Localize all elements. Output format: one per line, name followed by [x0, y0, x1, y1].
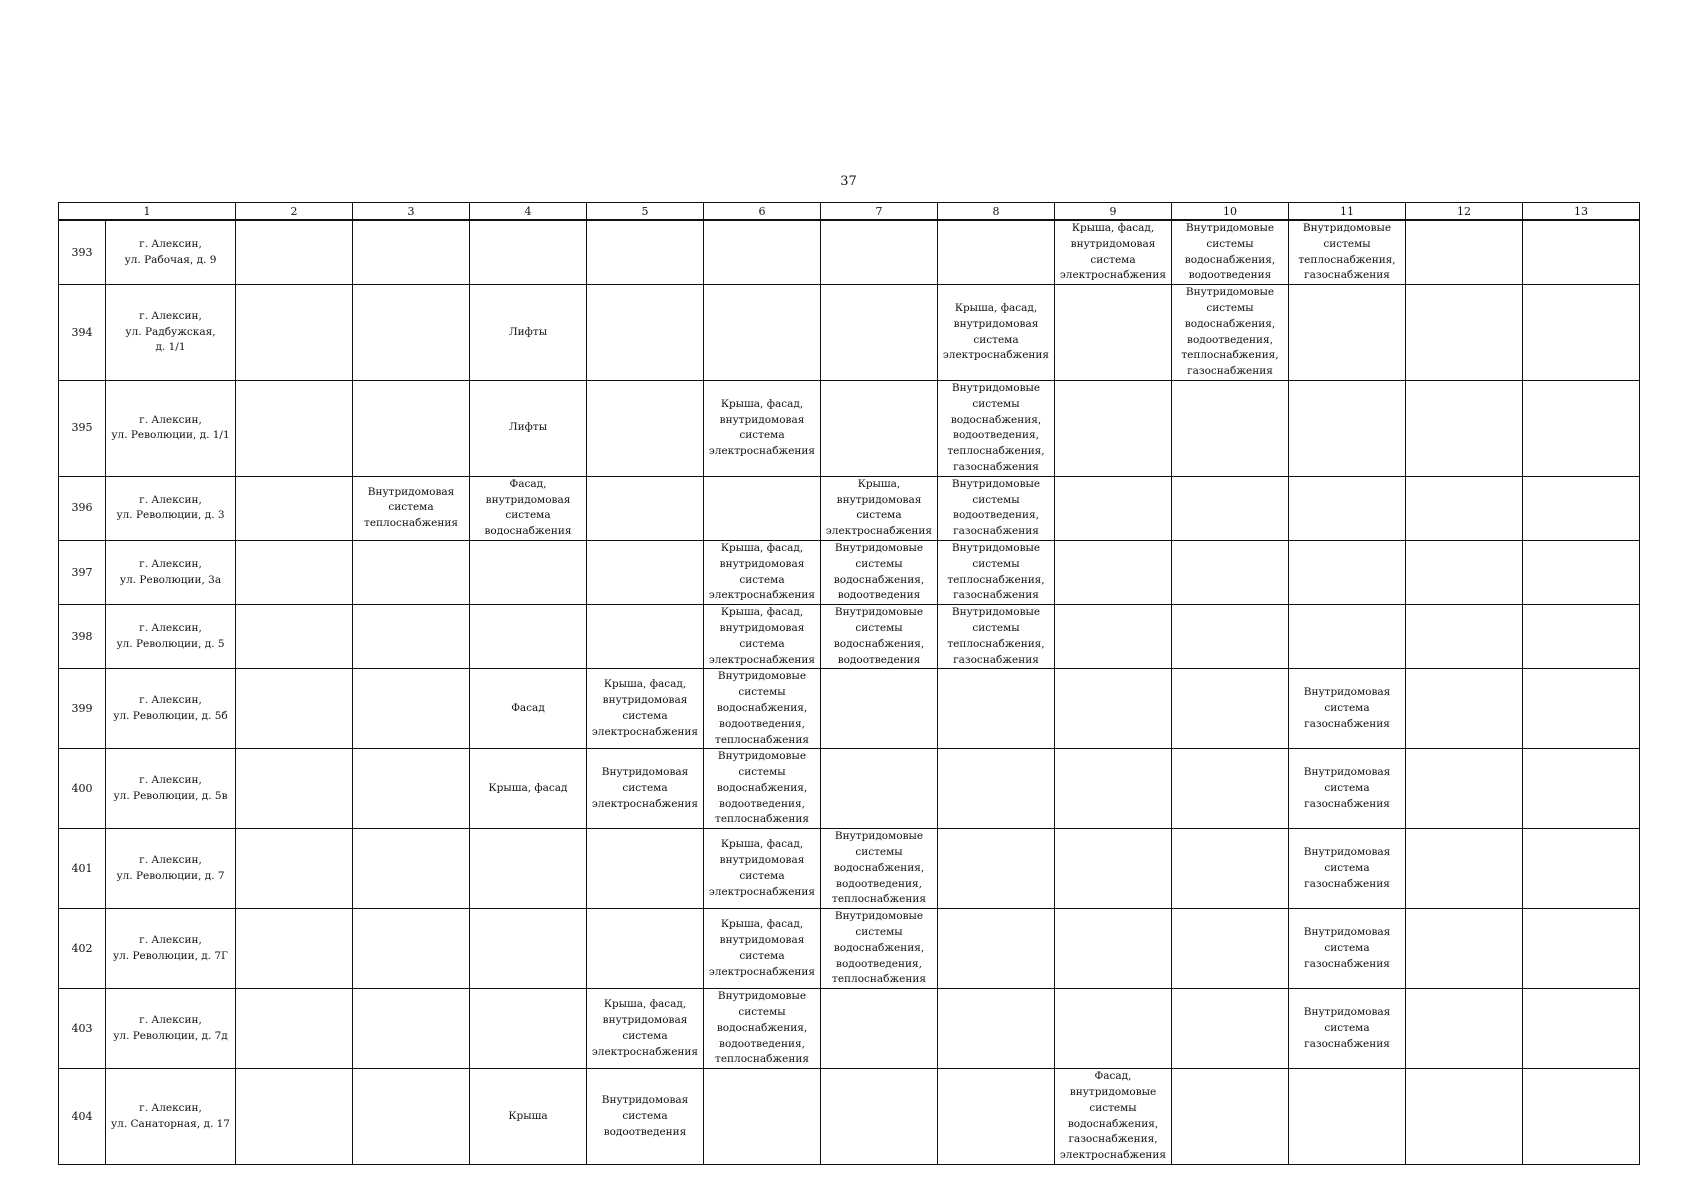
work-cell-5 — [587, 749, 704, 829]
work-cell-2 — [236, 749, 353, 829]
header-row — [59, 203, 1640, 221]
work-cell-7 — [821, 909, 938, 989]
work-text: Внутридомовая система газоснабжения — [1303, 686, 1391, 730]
column-header: 12 — [1406, 203, 1523, 221]
work-cell-7 — [821, 220, 938, 285]
row-number: 397 — [71, 565, 93, 579]
work-cell-10 — [1172, 605, 1289, 669]
work-cell-5 — [587, 605, 704, 669]
work-cell-12 — [1406, 909, 1523, 989]
address-cell — [106, 540, 236, 604]
work-cell-3 — [353, 476, 470, 540]
work-cell-4 — [470, 285, 587, 381]
work-cell-11 — [1289, 829, 1406, 909]
row-number-cell — [59, 829, 106, 909]
column-header: 1 — [59, 203, 236, 221]
column-header: 2 — [236, 203, 353, 221]
work-cell-2 — [236, 909, 353, 989]
work-cell-3 — [353, 1069, 470, 1165]
column-header: 7 — [821, 203, 938, 221]
work-cell-12 — [1406, 285, 1523, 381]
row-number: 394 — [71, 325, 93, 339]
work-cell-10 — [1172, 989, 1289, 1069]
work-cell-7 — [821, 380, 938, 476]
work-text: Фасад, внутридомовые системы водоснабжения, газоснабжения, электроснабжения — [1059, 1070, 1167, 1162]
work-cell-12 — [1406, 669, 1523, 749]
work-cell-12 — [1406, 989, 1523, 1069]
address-text: г. Алексин, ул. Революции, д. 5б — [113, 694, 228, 722]
row-number-cell — [59, 749, 106, 829]
work-cell-10 — [1172, 220, 1289, 285]
work-text: Внутридомовые системы водоснабжения, водоотведения — [833, 541, 925, 602]
row-number: 396 — [71, 501, 93, 515]
work-cell-9 — [1055, 829, 1172, 909]
address-text: г. Алексин, ул. Революции, д. 3 — [116, 493, 225, 522]
work-cell-4 — [470, 220, 587, 285]
table-row — [59, 220, 1640, 285]
work-cell-4 — [470, 989, 587, 1069]
work-cell-12 — [1406, 220, 1523, 285]
work-cell-2 — [236, 220, 353, 285]
work-cell-13 — [1523, 605, 1640, 669]
work-cell-9 — [1055, 669, 1172, 749]
column-header: 9 — [1055, 203, 1172, 221]
address-cell — [106, 1069, 236, 1165]
work-cell-4 — [470, 476, 587, 540]
row-number-cell — [59, 476, 106, 540]
work-cell-8 — [938, 749, 1055, 829]
row-number: 400 — [71, 781, 93, 795]
work-cell-8 — [938, 909, 1055, 989]
work-text: Внутридомовые системы водоснабжения, водоотведения — [833, 606, 925, 666]
work-text: Внутридомовая система водоотведения — [601, 1093, 689, 1138]
row-number-cell — [59, 1069, 106, 1165]
work-cell-4 — [470, 380, 587, 476]
work-cell-11 — [1289, 669, 1406, 749]
address-text: г. Алексин, ул. Рабочая, д. 9 — [124, 237, 217, 266]
work-cell-9 — [1055, 220, 1172, 285]
work-cell-4 — [470, 1069, 587, 1165]
work-cell-9 — [1055, 285, 1172, 381]
work-text: Внутридомовая система теплоснабжения — [364, 485, 458, 530]
address-cell — [106, 669, 236, 749]
address-text: г. Алексин, ул. Революции, д. 7 — [116, 853, 225, 882]
row-number-cell — [59, 669, 106, 749]
work-cell-5 — [587, 1069, 704, 1165]
work-text: Внутридомовые системы водоснабжения, водоотведения, теплоснабжения — [715, 750, 809, 826]
work-cell-11 — [1289, 476, 1406, 540]
work-text: Крыша, фасад, внутридомовая система электроснабжения — [942, 301, 1050, 362]
work-text: Внутридомовые системы теплоснабжения, газоснабжения — [947, 541, 1045, 602]
work-text: Крыша, фасад, внутридомовая система электроснабжения — [708, 397, 816, 458]
work-cell-4 — [470, 605, 587, 669]
work-cell-8 — [938, 285, 1055, 381]
work-cell-12 — [1406, 1069, 1523, 1165]
address-cell — [106, 989, 236, 1069]
work-cell-6 — [704, 285, 821, 381]
work-cell-8 — [938, 476, 1055, 540]
work-cell-13 — [1523, 220, 1640, 285]
work-cell-9 — [1055, 749, 1172, 829]
work-cell-5 — [587, 669, 704, 749]
work-cell-8 — [938, 220, 1055, 285]
table-row — [59, 749, 1640, 829]
work-cell-3 — [353, 909, 470, 989]
work-cell-13 — [1523, 749, 1640, 829]
table-row — [59, 1069, 1640, 1165]
work-cell-13 — [1523, 476, 1640, 540]
work-cell-2 — [236, 476, 353, 540]
work-cell-7 — [821, 989, 938, 1069]
work-cell-3 — [353, 220, 470, 285]
work-cell-9 — [1055, 1069, 1172, 1165]
work-cell-11 — [1289, 285, 1406, 381]
work-cell-6 — [704, 669, 821, 749]
work-text: Внутридомовая система газоснабжения — [1303, 846, 1391, 890]
work-cell-10 — [1172, 540, 1289, 604]
work-cell-13 — [1523, 989, 1640, 1069]
column-header: 3 — [353, 203, 470, 221]
work-cell-12 — [1406, 476, 1523, 540]
work-text: Лифты — [508, 421, 548, 434]
work-text: Внутридомовые системы теплоснабжения, газоснабжения — [947, 606, 1045, 666]
work-cell-5 — [587, 540, 704, 604]
work-cell-5 — [587, 380, 704, 476]
work-cell-6 — [704, 220, 821, 285]
work-cell-5 — [587, 989, 704, 1069]
row-number: 398 — [71, 629, 93, 643]
work-cell-8 — [938, 540, 1055, 604]
work-text: Крыша, фасад, внутридомовая система электроснабжения — [708, 838, 816, 898]
work-cell-6 — [704, 476, 821, 540]
work-cell-6 — [704, 989, 821, 1069]
work-text: Крыша, фасад, внутридомовая система электроснабжения — [708, 606, 816, 666]
work-cell-11 — [1289, 540, 1406, 604]
work-cell-8 — [938, 1069, 1055, 1165]
address-cell — [106, 749, 236, 829]
table-row — [59, 285, 1640, 381]
work-cell-4 — [470, 909, 587, 989]
row-number: 404 — [71, 1109, 93, 1123]
row-number-cell — [59, 380, 106, 476]
work-text: Внутридомовая система электроснабжения — [591, 766, 699, 810]
work-cell-6 — [704, 829, 821, 909]
work-cell-12 — [1406, 380, 1523, 476]
work-cell-12 — [1406, 605, 1523, 669]
work-cell-7 — [821, 476, 938, 540]
work-cell-5 — [587, 476, 704, 540]
work-text: Внутридомовые системы водоснабжения, водоотведения, теплоснабжения, газоснабжения — [947, 381, 1045, 473]
work-cell-13 — [1523, 285, 1640, 381]
work-cell-4 — [470, 669, 587, 749]
work-cell-9 — [1055, 476, 1172, 540]
column-header: 13 — [1523, 203, 1640, 221]
work-text: Внутридомовые системы водоснабжения, водоотведения — [1184, 222, 1276, 282]
work-cell-7 — [821, 1069, 938, 1165]
address-cell — [106, 220, 236, 285]
column-header: 8 — [938, 203, 1055, 221]
work-cell-5 — [587, 909, 704, 989]
table-row — [59, 476, 1640, 540]
work-cell-2 — [236, 605, 353, 669]
work-text: Внутридомовые системы теплоснабжения, газоснабжения — [1298, 222, 1396, 282]
work-cell-12 — [1406, 829, 1523, 909]
row-number-cell — [59, 989, 106, 1069]
work-cell-10 — [1172, 749, 1289, 829]
work-cell-2 — [236, 1069, 353, 1165]
work-cell-10 — [1172, 476, 1289, 540]
work-text: Крыша, фасад, внутридомовая система электроснабжения — [1059, 222, 1167, 282]
work-cell-11 — [1289, 1069, 1406, 1165]
work-cell-11 — [1289, 220, 1406, 285]
work-text: Крыша, внутридомовая система электроснабжения — [825, 477, 933, 538]
work-cell-13 — [1523, 909, 1640, 989]
work-cell-10 — [1172, 1069, 1289, 1165]
work-text: Фасад — [511, 701, 545, 714]
work-cell-6 — [704, 605, 821, 669]
table-row — [59, 540, 1640, 604]
address-text: г. Алексин, ул. Революции, д. 5 — [116, 621, 225, 650]
work-cell-13 — [1523, 829, 1640, 909]
work-cell-11 — [1289, 909, 1406, 989]
row-number-cell — [59, 285, 106, 381]
address-cell — [106, 285, 236, 381]
work-cell-10 — [1172, 285, 1289, 381]
work-text: Внутридомовые системы водоснабжения, водоотведения, теплоснабжения, газоснабжения — [1181, 286, 1279, 378]
work-cell-7 — [821, 669, 938, 749]
work-text: Внутридомовые системы водоснабжения, водоотведения, теплоснабжения — [715, 670, 809, 746]
work-cell-8 — [938, 989, 1055, 1069]
row-number: 403 — [71, 1021, 93, 1035]
work-cell-5 — [587, 220, 704, 285]
repair-schedule-table — [58, 202, 1640, 1165]
work-cell-10 — [1172, 380, 1289, 476]
work-cell-8 — [938, 380, 1055, 476]
column-header: 5 — [587, 203, 704, 221]
work-cell-12 — [1406, 749, 1523, 829]
work-cell-10 — [1172, 829, 1289, 909]
column-header: 10 — [1172, 203, 1289, 221]
work-cell-3 — [353, 380, 470, 476]
row-number-cell — [59, 540, 106, 604]
work-cell-3 — [353, 749, 470, 829]
work-cell-4 — [470, 829, 587, 909]
work-cell-2 — [236, 540, 353, 604]
work-text: Крыша, фасад, внутридомовая система электроснабжения — [708, 541, 816, 602]
work-cell-6 — [704, 749, 821, 829]
work-text: Внутридомовые системы водоотведения, газоснабжения — [951, 477, 1041, 538]
table-row — [59, 380, 1640, 476]
address-cell — [106, 605, 236, 669]
column-header: 4 — [470, 203, 587, 221]
work-cell-9 — [1055, 380, 1172, 476]
address-text: г. Алексин, ул. Революции, д. 5в — [113, 773, 228, 802]
work-cell-7 — [821, 829, 938, 909]
work-text: Внутридомовые системы водоснабжения, водоотведения, теплоснабжения — [832, 910, 926, 986]
work-cell-9 — [1055, 989, 1172, 1069]
row-number: 395 — [71, 421, 93, 435]
work-text: Внутридомовая система газоснабжения — [1303, 926, 1391, 970]
work-cell-5 — [587, 829, 704, 909]
work-cell-3 — [353, 605, 470, 669]
work-cell-6 — [704, 1069, 821, 1165]
work-cell-3 — [353, 285, 470, 381]
work-text: Крыша, фасад — [488, 781, 568, 794]
work-cell-13 — [1523, 540, 1640, 604]
work-cell-13 — [1523, 1069, 1640, 1165]
work-text: Фасад, внутридомовая система водоснабжения — [484, 477, 572, 538]
work-cell-3 — [353, 989, 470, 1069]
work-text: Крыша — [508, 1109, 548, 1122]
work-cell-6 — [704, 540, 821, 604]
work-text: Крыша, фасад, внутридомовая система электроснабжения — [708, 918, 816, 978]
work-text: Внутридомовая система газоснабжения — [1303, 1006, 1391, 1050]
address-cell — [106, 829, 236, 909]
work-cell-4 — [470, 540, 587, 604]
work-cell-11 — [1289, 989, 1406, 1069]
work-text: Лифты — [508, 325, 548, 338]
work-cell-5 — [587, 285, 704, 381]
work-cell-9 — [1055, 540, 1172, 604]
work-cell-8 — [938, 669, 1055, 749]
work-cell-6 — [704, 909, 821, 989]
address-cell — [106, 909, 236, 989]
work-cell-7 — [821, 540, 938, 604]
work-text: Крыша, фасад, внутридомовая система электроснабжения — [591, 678, 699, 738]
table-row — [59, 989, 1640, 1069]
table-row — [59, 669, 1640, 749]
work-cell-7 — [821, 285, 938, 381]
address-text: г. Алексин, ул. Революции, д. 7д — [113, 1013, 228, 1042]
address-text: г. Алексин, ул. Санаторная, д. 17 — [111, 1101, 230, 1130]
work-cell-12 — [1406, 540, 1523, 604]
row-number: 393 — [71, 245, 93, 259]
work-cell-2 — [236, 285, 353, 381]
work-cell-2 — [236, 669, 353, 749]
address-cell — [106, 476, 236, 540]
work-cell-11 — [1289, 749, 1406, 829]
work-cell-10 — [1172, 909, 1289, 989]
column-header: 11 — [1289, 203, 1406, 221]
work-cell-8 — [938, 605, 1055, 669]
table-row — [59, 605, 1640, 669]
address-text: г. Алексин, ул. Революции, 3а — [119, 557, 222, 586]
work-cell-4 — [470, 749, 587, 829]
address-text: г. Алексин, ул. Радбужская, д. 1/1 — [125, 309, 216, 354]
page-number: 37 — [840, 174, 857, 189]
row-number: 402 — [71, 941, 93, 955]
work-cell-7 — [821, 605, 938, 669]
work-cell-3 — [353, 829, 470, 909]
row-number: 399 — [71, 701, 93, 715]
work-cell-7 — [821, 749, 938, 829]
table-row — [59, 829, 1640, 909]
work-cell-11 — [1289, 605, 1406, 669]
work-cell-3 — [353, 540, 470, 604]
row-number-cell — [59, 220, 106, 285]
work-cell-11 — [1289, 380, 1406, 476]
work-cell-13 — [1523, 669, 1640, 749]
work-text: Крыша, фасад, внутридомовая система электроснабжения — [591, 998, 699, 1058]
address-text: г. Алексин, ул. Революции, д. 1/1 — [111, 413, 230, 442]
work-cell-2 — [236, 829, 353, 909]
work-text: Внутридомовая система газоснабжения — [1303, 766, 1391, 810]
row-number-cell — [59, 605, 106, 669]
work-cell-13 — [1523, 380, 1640, 476]
work-cell-2 — [236, 380, 353, 476]
work-cell-9 — [1055, 909, 1172, 989]
work-cell-2 — [236, 989, 353, 1069]
work-cell-8 — [938, 829, 1055, 909]
work-cell-3 — [353, 669, 470, 749]
address-text: г. Алексин, ул. Революции, д. 7Г — [112, 933, 229, 962]
column-header: 6 — [704, 203, 821, 221]
row-number: 401 — [71, 861, 93, 875]
work-text: Внутридомовые системы водоснабжения, водоотведения, теплоснабжения — [715, 990, 809, 1066]
work-cell-6 — [704, 380, 821, 476]
work-text: Внутридомовые системы водоснабжения, водоотведения, теплоснабжения — [832, 830, 926, 906]
address-cell — [106, 380, 236, 476]
table-row — [59, 909, 1640, 989]
row-number-cell — [59, 909, 106, 989]
work-cell-9 — [1055, 605, 1172, 669]
work-cell-10 — [1172, 669, 1289, 749]
